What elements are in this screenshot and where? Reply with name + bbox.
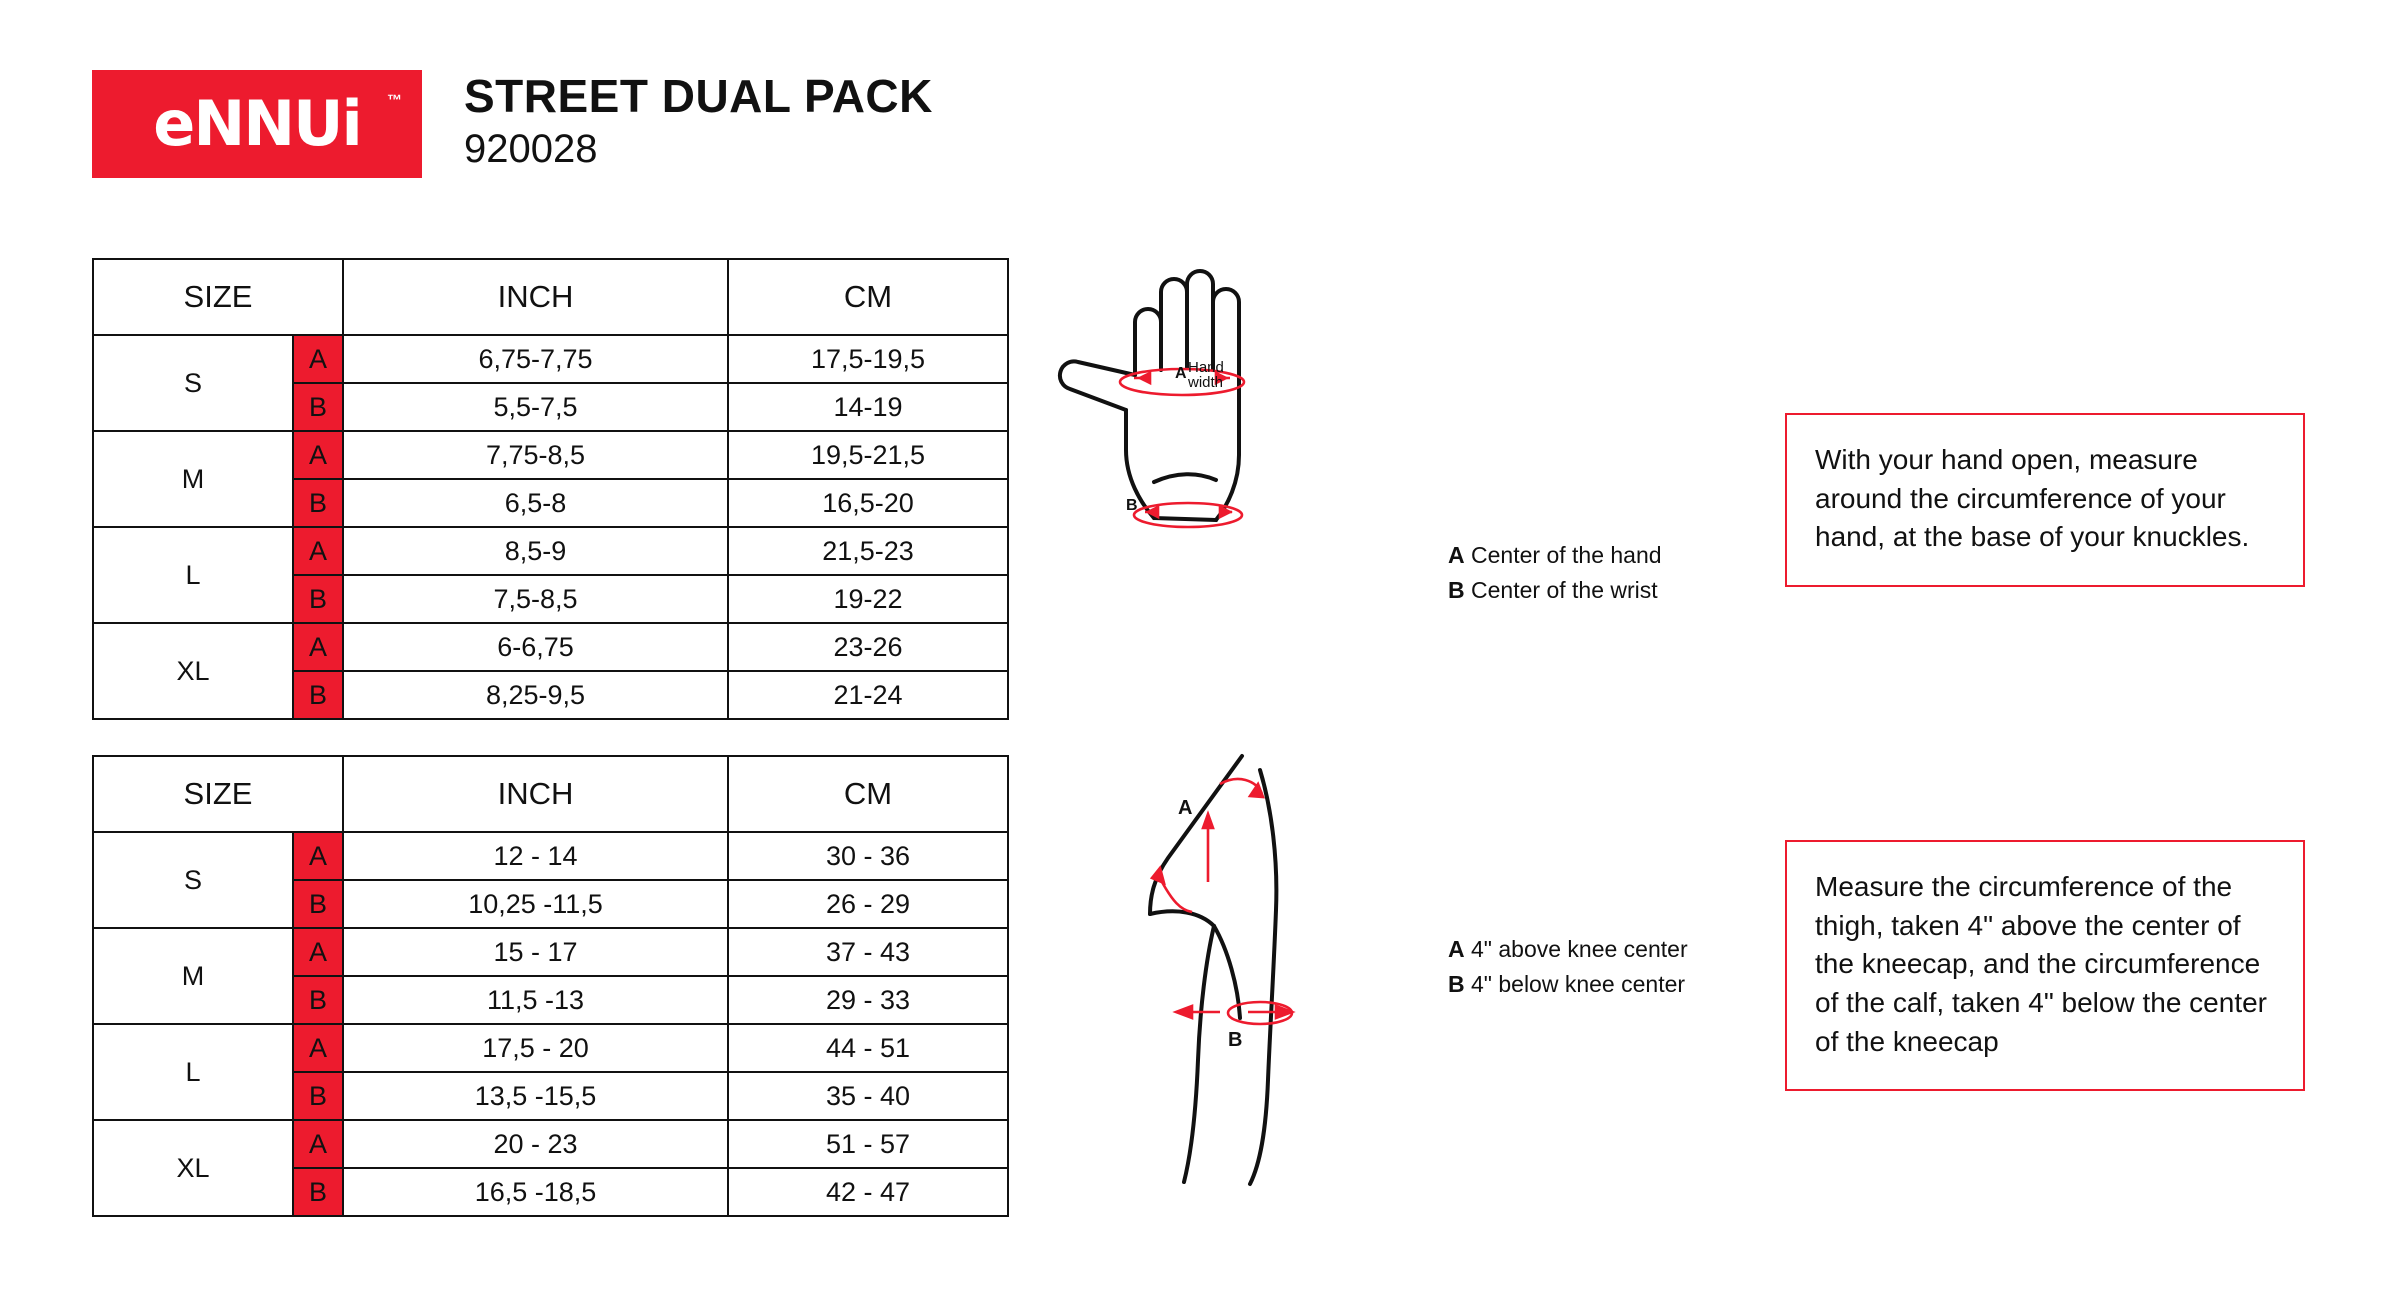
knee-instruction-box: Measure the circumference of the thigh, taken 4" above the center of the kneecap, and the circumference of the calf, taken 4" below the center of the kneecap [1785, 840, 2305, 1091]
cell-cm: 19-22 [728, 575, 1008, 623]
cell-size: M [93, 928, 293, 1024]
knee-label-a: A [1178, 797, 1193, 819]
page-title: STREET DUAL PACK [464, 70, 933, 122]
cell-inch: 7,5-8,5 [343, 575, 728, 623]
cell-cm: 30 - 36 [728, 832, 1008, 880]
cell-cm: 23-26 [728, 623, 1008, 671]
cell-inch: 12 - 14 [343, 832, 728, 880]
cell-measure-key: B [293, 479, 343, 527]
hand-size-table [92, 258, 1009, 720]
cell-cm: 29 - 33 [728, 976, 1008, 1024]
cell-cm: 44 - 51 [728, 1024, 1008, 1072]
knee-legend-a-text: 4" above knee center [1471, 936, 1688, 962]
hand-outline-icon [1060, 271, 1239, 520]
cell-measure-key: A [293, 1120, 343, 1168]
column-header-size: SIZE [93, 259, 343, 335]
cell-size: M [93, 431, 293, 527]
table-row [93, 1024, 1008, 1072]
cell-size: L [93, 527, 293, 623]
cell-cm: 37 - 43 [728, 928, 1008, 976]
cell-cm: 21,5-23 [728, 527, 1008, 575]
column-header-cm: CM [728, 756, 1008, 832]
cell-inch: 11,5 -13 [343, 976, 728, 1024]
title-block [464, 70, 933, 172]
cell-measure-key: B [293, 671, 343, 719]
cell-measure-key: B [293, 383, 343, 431]
cell-measure-key: A [293, 527, 343, 575]
table-header-row [93, 259, 1008, 335]
knee-size-table [92, 755, 1009, 1217]
cell-cm: 19,5-21,5 [728, 431, 1008, 479]
knee-measure-diagram [1110, 750, 1370, 1190]
knee-legend-a-key: A [1448, 936, 1465, 962]
table-row [93, 527, 1008, 575]
product-code: 920028 [464, 127, 598, 172]
column-header-size: SIZE [93, 756, 343, 832]
column-header-inch: INCH [343, 259, 728, 335]
knee-legend-a [1448, 932, 1688, 967]
cell-measure-key: B [293, 880, 343, 928]
cell-cm: 21-24 [728, 671, 1008, 719]
cell-inch: 6,5-8 [343, 479, 728, 527]
column-header-inch: INCH [343, 756, 728, 832]
hand-legend-b-text: Center of the wrist [1471, 576, 1658, 603]
cell-inch: 10,25 -11,5 [343, 880, 728, 928]
hand-legend-a [1448, 538, 1662, 573]
cell-measure-key: A [293, 1024, 343, 1072]
cell-measure-key: B [293, 1072, 343, 1120]
cell-size: S [93, 832, 293, 928]
cell-cm: 17,5-19,5 [728, 335, 1008, 383]
table-row [93, 431, 1008, 479]
hand-legend-a-text: Center of the hand [1471, 542, 1662, 568]
cell-measure-key: B [293, 1168, 343, 1216]
knee-legend-b-key: B [1448, 970, 1465, 997]
cell-cm: 16,5-20 [728, 479, 1008, 527]
cell-size: S [93, 335, 293, 431]
cell-cm: 35 - 40 [728, 1072, 1008, 1120]
cell-inch: 20 - 23 [343, 1120, 728, 1168]
cell-inch: 8,25-9,5 [343, 671, 728, 719]
knee-label-b: B [1228, 1029, 1243, 1051]
cell-cm: 14-19 [728, 383, 1008, 431]
hand-width-line2: width [1188, 374, 1224, 391]
table-header-row [93, 756, 1008, 832]
header [92, 70, 933, 178]
hand-instruction-box: With your hand open, measure around the circumference of your hand, at the base of your knuckles. [1785, 413, 2305, 587]
cell-measure-key: B [293, 976, 343, 1024]
hand-legend [1448, 538, 1662, 607]
leg-outline-icon [1150, 756, 1276, 1184]
cell-cm: 26 - 29 [728, 880, 1008, 928]
table-row [93, 623, 1008, 671]
cell-measure-key: A [293, 335, 343, 383]
cell-inch: 15 - 17 [343, 928, 728, 976]
column-header-cm: CM [728, 259, 1008, 335]
cell-inch: 8,5-9 [343, 527, 728, 575]
hand-width-line1: Hand [1188, 359, 1224, 376]
hand-label-a: A [1175, 365, 1187, 382]
cell-measure-key: B [293, 575, 343, 623]
brand-logo-text: eNNUi [153, 87, 361, 160]
cell-inch: 17,5 - 20 [343, 1024, 728, 1072]
table-row [93, 832, 1008, 880]
cell-inch: 7,75-8,5 [343, 431, 728, 479]
cell-inch: 5,5-7,5 [343, 383, 728, 431]
cell-inch: 6,75-7,75 [343, 335, 728, 383]
table-row [93, 1120, 1008, 1168]
cell-size: L [93, 1024, 293, 1120]
hand-legend-a-key: A [1448, 542, 1465, 568]
hand-legend-b [1448, 573, 1662, 608]
cell-measure-key: A [293, 832, 343, 880]
hand-legend-b-key: B [1448, 576, 1465, 603]
brand-logo [92, 70, 422, 178]
cell-size: XL [93, 1120, 293, 1216]
cell-size: XL [93, 623, 293, 719]
cell-measure-key: A [293, 431, 343, 479]
trademark-icon: ™ [387, 92, 402, 109]
hand-label-b: B [1126, 497, 1138, 514]
cell-inch: 13,5 -15,5 [343, 1072, 728, 1120]
cell-inch: 6-6,75 [343, 623, 728, 671]
cell-measure-key: A [293, 928, 343, 976]
knee-legend-b-text: 4" below knee center [1471, 970, 1686, 997]
cell-measure-key: A [293, 623, 343, 671]
cell-cm: 51 - 57 [728, 1120, 1008, 1168]
table-row [93, 335, 1008, 383]
knee-legend-b [1448, 967, 1688, 1002]
knee-legend [1448, 932, 1688, 1001]
cell-cm: 42 - 47 [728, 1168, 1008, 1216]
cell-inch: 16,5 -18,5 [343, 1168, 728, 1216]
hand-measure-diagram [1030, 250, 1360, 540]
table-row [93, 928, 1008, 976]
